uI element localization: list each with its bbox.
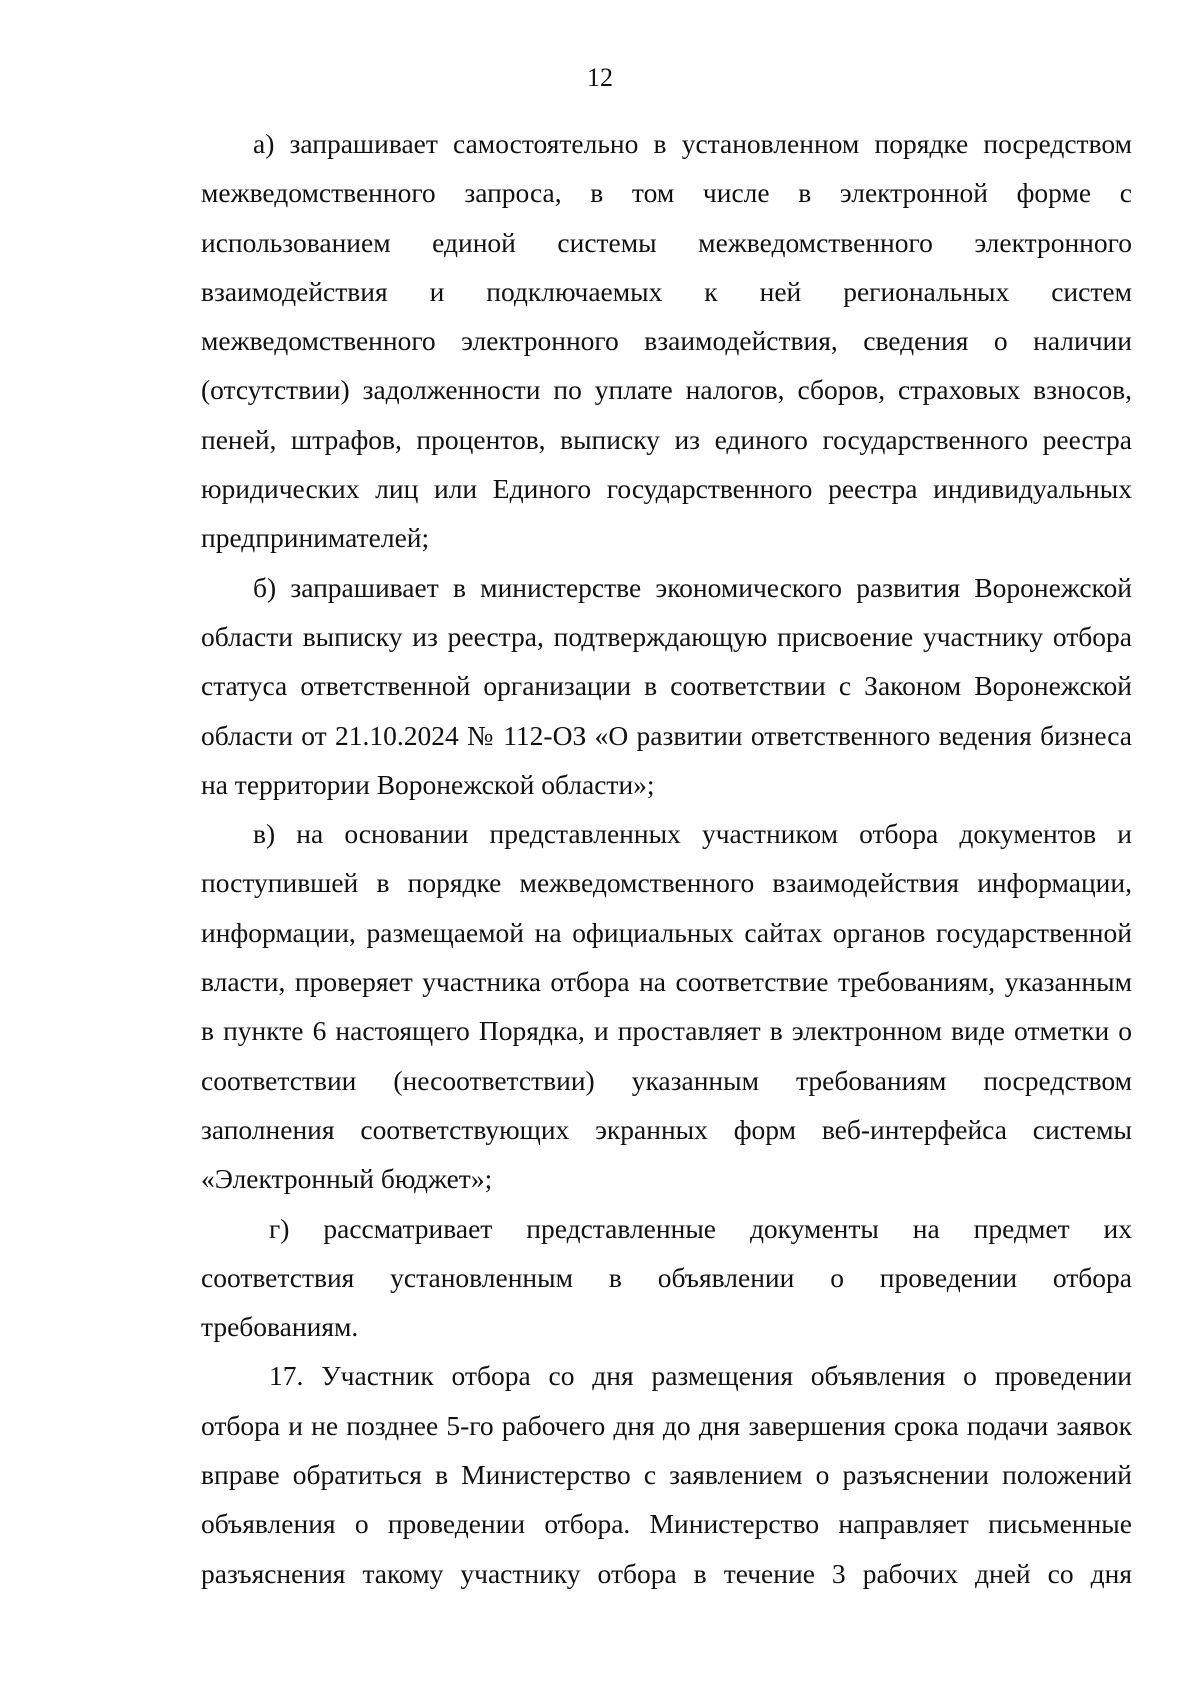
text-line: взаимодействия и подключаемых к ней региональных систем	[201, 275, 1132, 307]
paragraph-17	[201, 1351, 1132, 1597]
paragraph-g	[201, 1204, 1132, 1352]
text-line: юридических лиц или Единого государственного реестра индивидуальных	[201, 473, 1132, 505]
text-line: отбора и не позднее 5-го рабочего дня до дня завершения срока подачи заявок	[201, 1409, 1132, 1441]
text-line: 17. Участник отбора со дня размещения объявления о проведении	[269, 1360, 1132, 1392]
document-body	[201, 119, 1132, 1598]
text-line: разъяснения такому участнику отбора в течение 3 рабочих дней со дня	[201, 1557, 1132, 1589]
text-line: межведомственного электронного взаимодействия, сведения о наличии	[201, 325, 1132, 357]
text-line: г) рассматривает представленные документы на предмет их	[269, 1212, 1132, 1244]
text-line: на территории Воронежской области»;	[201, 768, 655, 800]
text-line: предпринимателей;	[201, 522, 430, 554]
text-line: в) на основании представленных участником отбора документов и	[253, 818, 1132, 850]
text-line: вправе обратиться в Министерство с заявлением о разъяснении положений	[201, 1459, 1132, 1491]
text-line: поступившей в порядке межведомственного взаимодействия информации,	[201, 867, 1132, 899]
text-line: власти, проверяет участника отбора на соответствие требованиям, указанным	[201, 966, 1132, 998]
text-line: заполнения соответствующих экранных форм веб-интерфейса системы	[201, 1113, 1132, 1145]
text-line: в пункте 6 настоящего Порядка, и проставляет в электронном виде отметки о	[201, 1015, 1132, 1047]
text-line: межведомственного запроса, в том числе в электронной форме с	[201, 177, 1132, 209]
text-line: соответствия установленным в объявлении о проведении отбора	[201, 1261, 1132, 1293]
text-line: области от 21.10.2024 № 112-ОЗ «О развитии ответственного ведения бизнеса	[201, 719, 1132, 751]
paragraph-b	[201, 563, 1132, 809]
text-line: б) запрашивает в министерстве экономического развития Воронежской	[253, 571, 1132, 603]
text-line: использованием единой системы межведомственного электронного	[201, 226, 1132, 258]
text-line: статуса ответственной организации в соответствии с Законом Воронежской	[201, 670, 1132, 702]
text-line: а) запрашивает самостоятельно в установленном порядке посредством	[253, 128, 1132, 159]
paragraph-a	[201, 119, 1132, 563]
text-line: объявления о проведении отбора. Министерство направляет письменные	[201, 1508, 1132, 1540]
text-line: области выписку из реестра, подтверждающую присвоение участнику отбора	[201, 620, 1132, 652]
text-line: соответствии (несоответствии) указанным требованиям посредством	[201, 1064, 1132, 1096]
text-line: информации, размещаемой на официальных сайтах органов государственной	[201, 916, 1132, 948]
text-line: «Электронный бюджет»;	[201, 1163, 493, 1195]
text-line: требованиям.	[201, 1311, 359, 1343]
text-line: (отсутствии) задолженности по уплате налогов, сборов, страховых взносов,	[201, 374, 1132, 406]
text-line: пеней, штрафов, процентов, выписку из единого государственного реестра	[201, 423, 1132, 455]
page-number: 12	[587, 63, 613, 92]
paragraph-v	[201, 809, 1132, 1203]
